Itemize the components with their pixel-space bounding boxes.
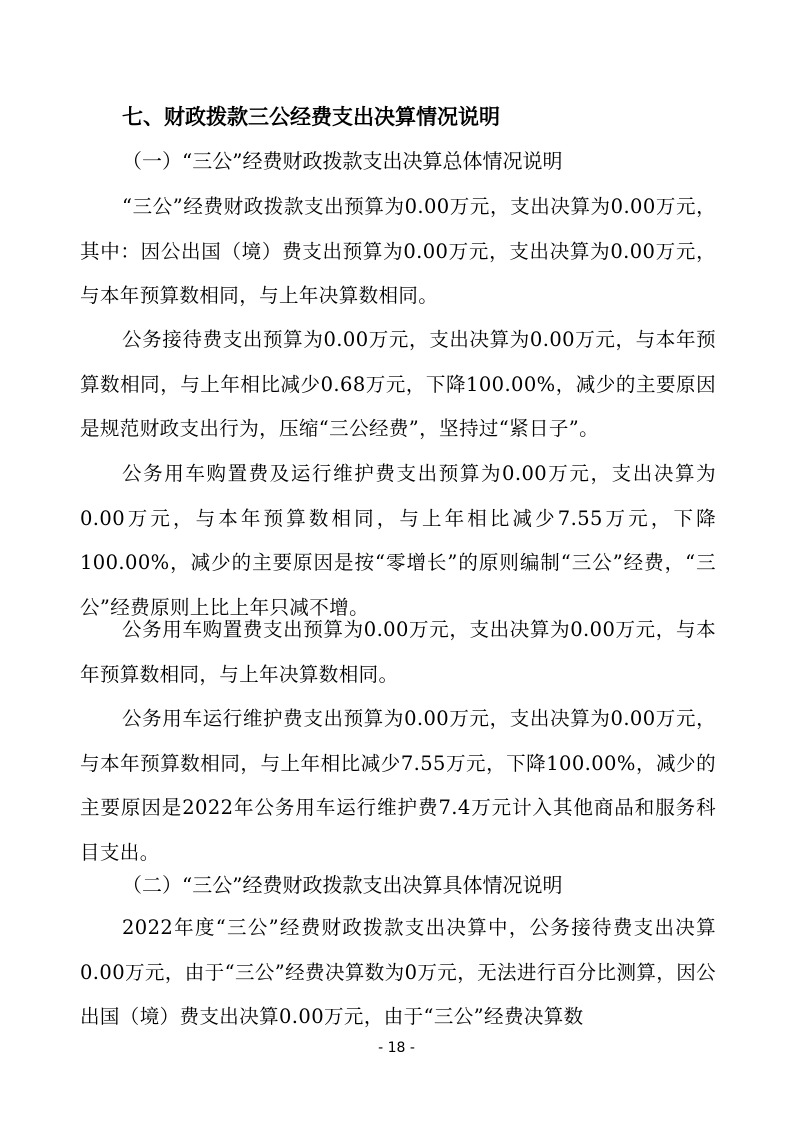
paragraph-vehicle-total: 公务用车购置费及运行维护费支出预算为0.00万元，支出决算为0.00万元，与本年预算数相同，与上年相比减少7.55万元，下降100.00%，减少的主要原因是按“零增长”的原则编制“三公”经费，“三公”经费原则上比上年只减不增。 [80,462,716,619]
subsection-title-overall: （一）“三公”经费财政拨款支出决算总体情况说明 [122,149,563,173]
paragraph-total-budget: “三公”经费财政拨款支出预算为0.00万元，支出决算为0.00万元，其中：因公出国（境）费支出预算为0.00万元，支出决算为0.00万元，与本年预算数相同，与上年决算数相同。 [80,195,716,307]
section-title: 七、财政拨款三公经费支出决算情况说明 [122,105,500,129]
paragraph-detail: 2022年度“三公”经费财政拨款支出决算中，公务接待费支出决算0.00万元，由于“三公”经费决算数为0万元，无法进行百分比测算，因公出国（境）费支出决算0.00万元，由于“三公”经费决算数 [80,916,716,1028]
page-number: - 18 - [378,1040,415,1056]
paragraph-vehicle-purchase: 公务用车购置费支出预算为0.00万元，支出决算为0.00万元，与本年预算数相同，与上年决算数相同。 [80,618,716,686]
paragraph-vehicle-maintenance: 公务用车运行维护费支出预算为0.00万元，支出决算为0.00万元，与本年预算数相同，与上年相比减少7.55万元，下降100.00%，减少的主要原因是2022年公务用车运行维护费7.4万元计入其他商品和服务科目支出。 [80,707,716,864]
paragraph-reception: 公务接待费支出预算为0.00万元，支出决算为0.00万元，与本年预算数相同，与上年相比减少0.68万元，下降100.00%，减少的主要原因是规范财政支出行为，压缩“三公经费”，坚持过“紧日子”。 [80,328,716,440]
subsection-title-detail: （二）“三公”经费财政拨款支出决算具体情况说明 [122,873,563,897]
